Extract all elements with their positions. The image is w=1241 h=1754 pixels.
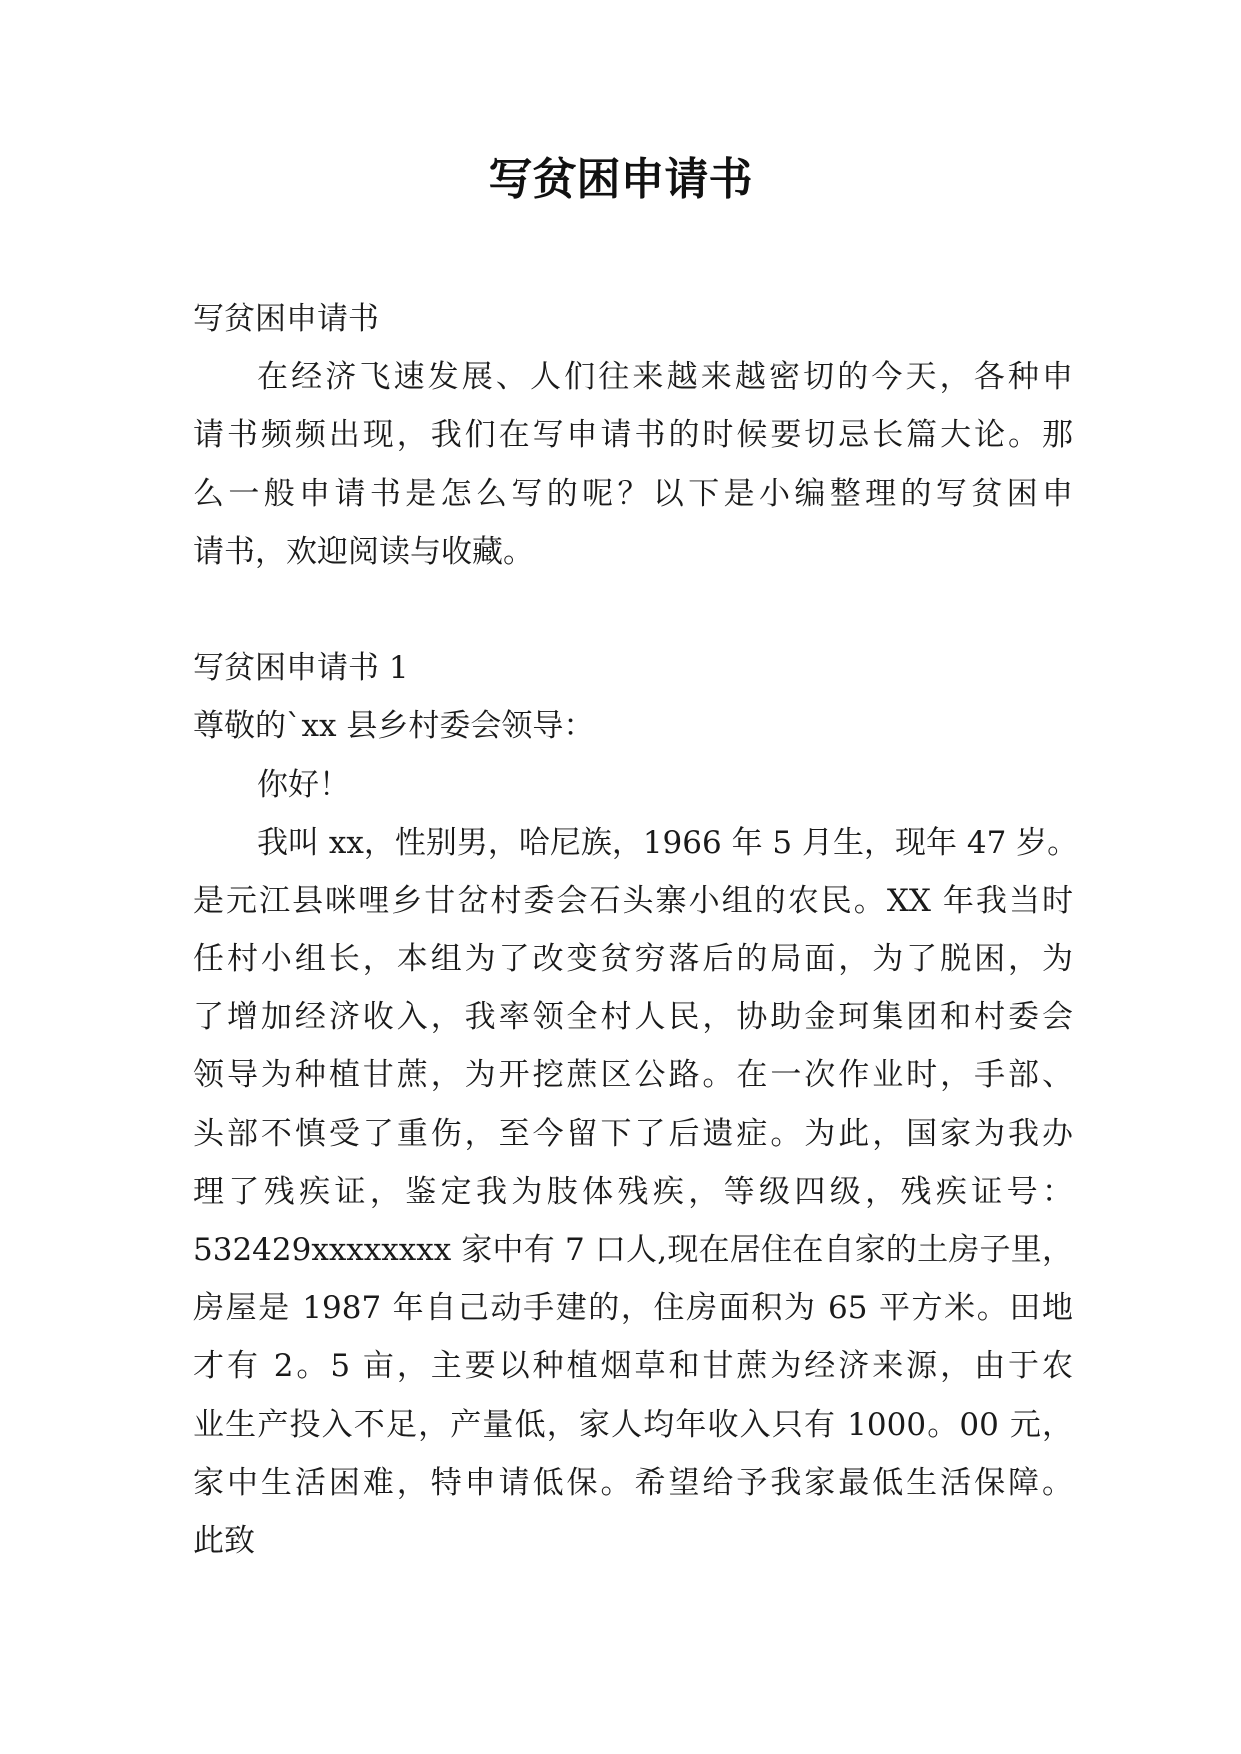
letter-line: 532429xxxxxxxx 家中有 7 口人,现在居住在自家的土房子里， <box>193 1232 1073 1268</box>
letter-line: 我叫 xx，性别男，哈尼族，1966 年 5 月生，现年 47 岁。 <box>257 824 1079 861</box>
letter-line: 任村小组长，本组为了改变贫穷落后的局面，为了脱困，为 <box>193 941 1073 978</box>
letter-line: 头部不慎受了重伤，至今留下了后遗症。为此，国家为我办 <box>193 1115 1073 1152</box>
greeting: 你好！ <box>257 766 350 803</box>
document-title: 写贫困申请书 <box>488 154 753 205</box>
letter-line: 房屋是 1987 年自己动手建的，住房面积为 65 平方米。田地 <box>193 1290 1073 1327</box>
letter-line: 领导为种植甘蔗，为开挖蔗区公路。在一次作业时，手部、 <box>193 1057 1073 1094</box>
salutation: 尊敬的`xx 县乡村委会领导： <box>193 708 595 745</box>
subheading: 写贫困申请书 <box>193 301 379 337</box>
closing: 此致 <box>193 1522 255 1559</box>
document-body <box>193 290 1079 1570</box>
letter-line: 才有 2。5 亩，主要以种植烟草和甘蔗为经济来源，由于农 <box>193 1348 1073 1385</box>
letter-line: 业生产投入不足，产量低，家人均年收入只有 1000。00 元， <box>193 1406 1073 1443</box>
section-title: 写贫困申请书 1 <box>193 650 409 687</box>
letter-line: 理了残疾证，鉴定我为肢体残疾，等级四级，残疾证号： <box>193 1173 1073 1210</box>
paragraph-gap <box>193 581 1073 639</box>
letter-line: 了增加经济收入，我率领全村人民，协助金珂集团和村委会 <box>193 999 1073 1036</box>
intro-line: 么一般申请书是怎么写的呢？以下是小编整理的写贫困申 <box>193 475 1073 512</box>
intro-line: 请书，欢迎阅读与收藏。 <box>193 533 534 570</box>
letter-line: 是元江县咪哩乡甘岔村委会石头寨小组的农民。XX 年我当时 <box>193 882 1073 919</box>
intro-line: 请书频频出现，我们在写申请书的时候要切忌长篇大论。那 <box>193 417 1073 454</box>
letter-line: 家中生活困难，特申请低保。希望给予我家最低生活保障。 <box>193 1464 1073 1501</box>
intro-line: 在经济飞速发展、人们往来越来越密切的今天，各种申 <box>257 359 1073 396</box>
